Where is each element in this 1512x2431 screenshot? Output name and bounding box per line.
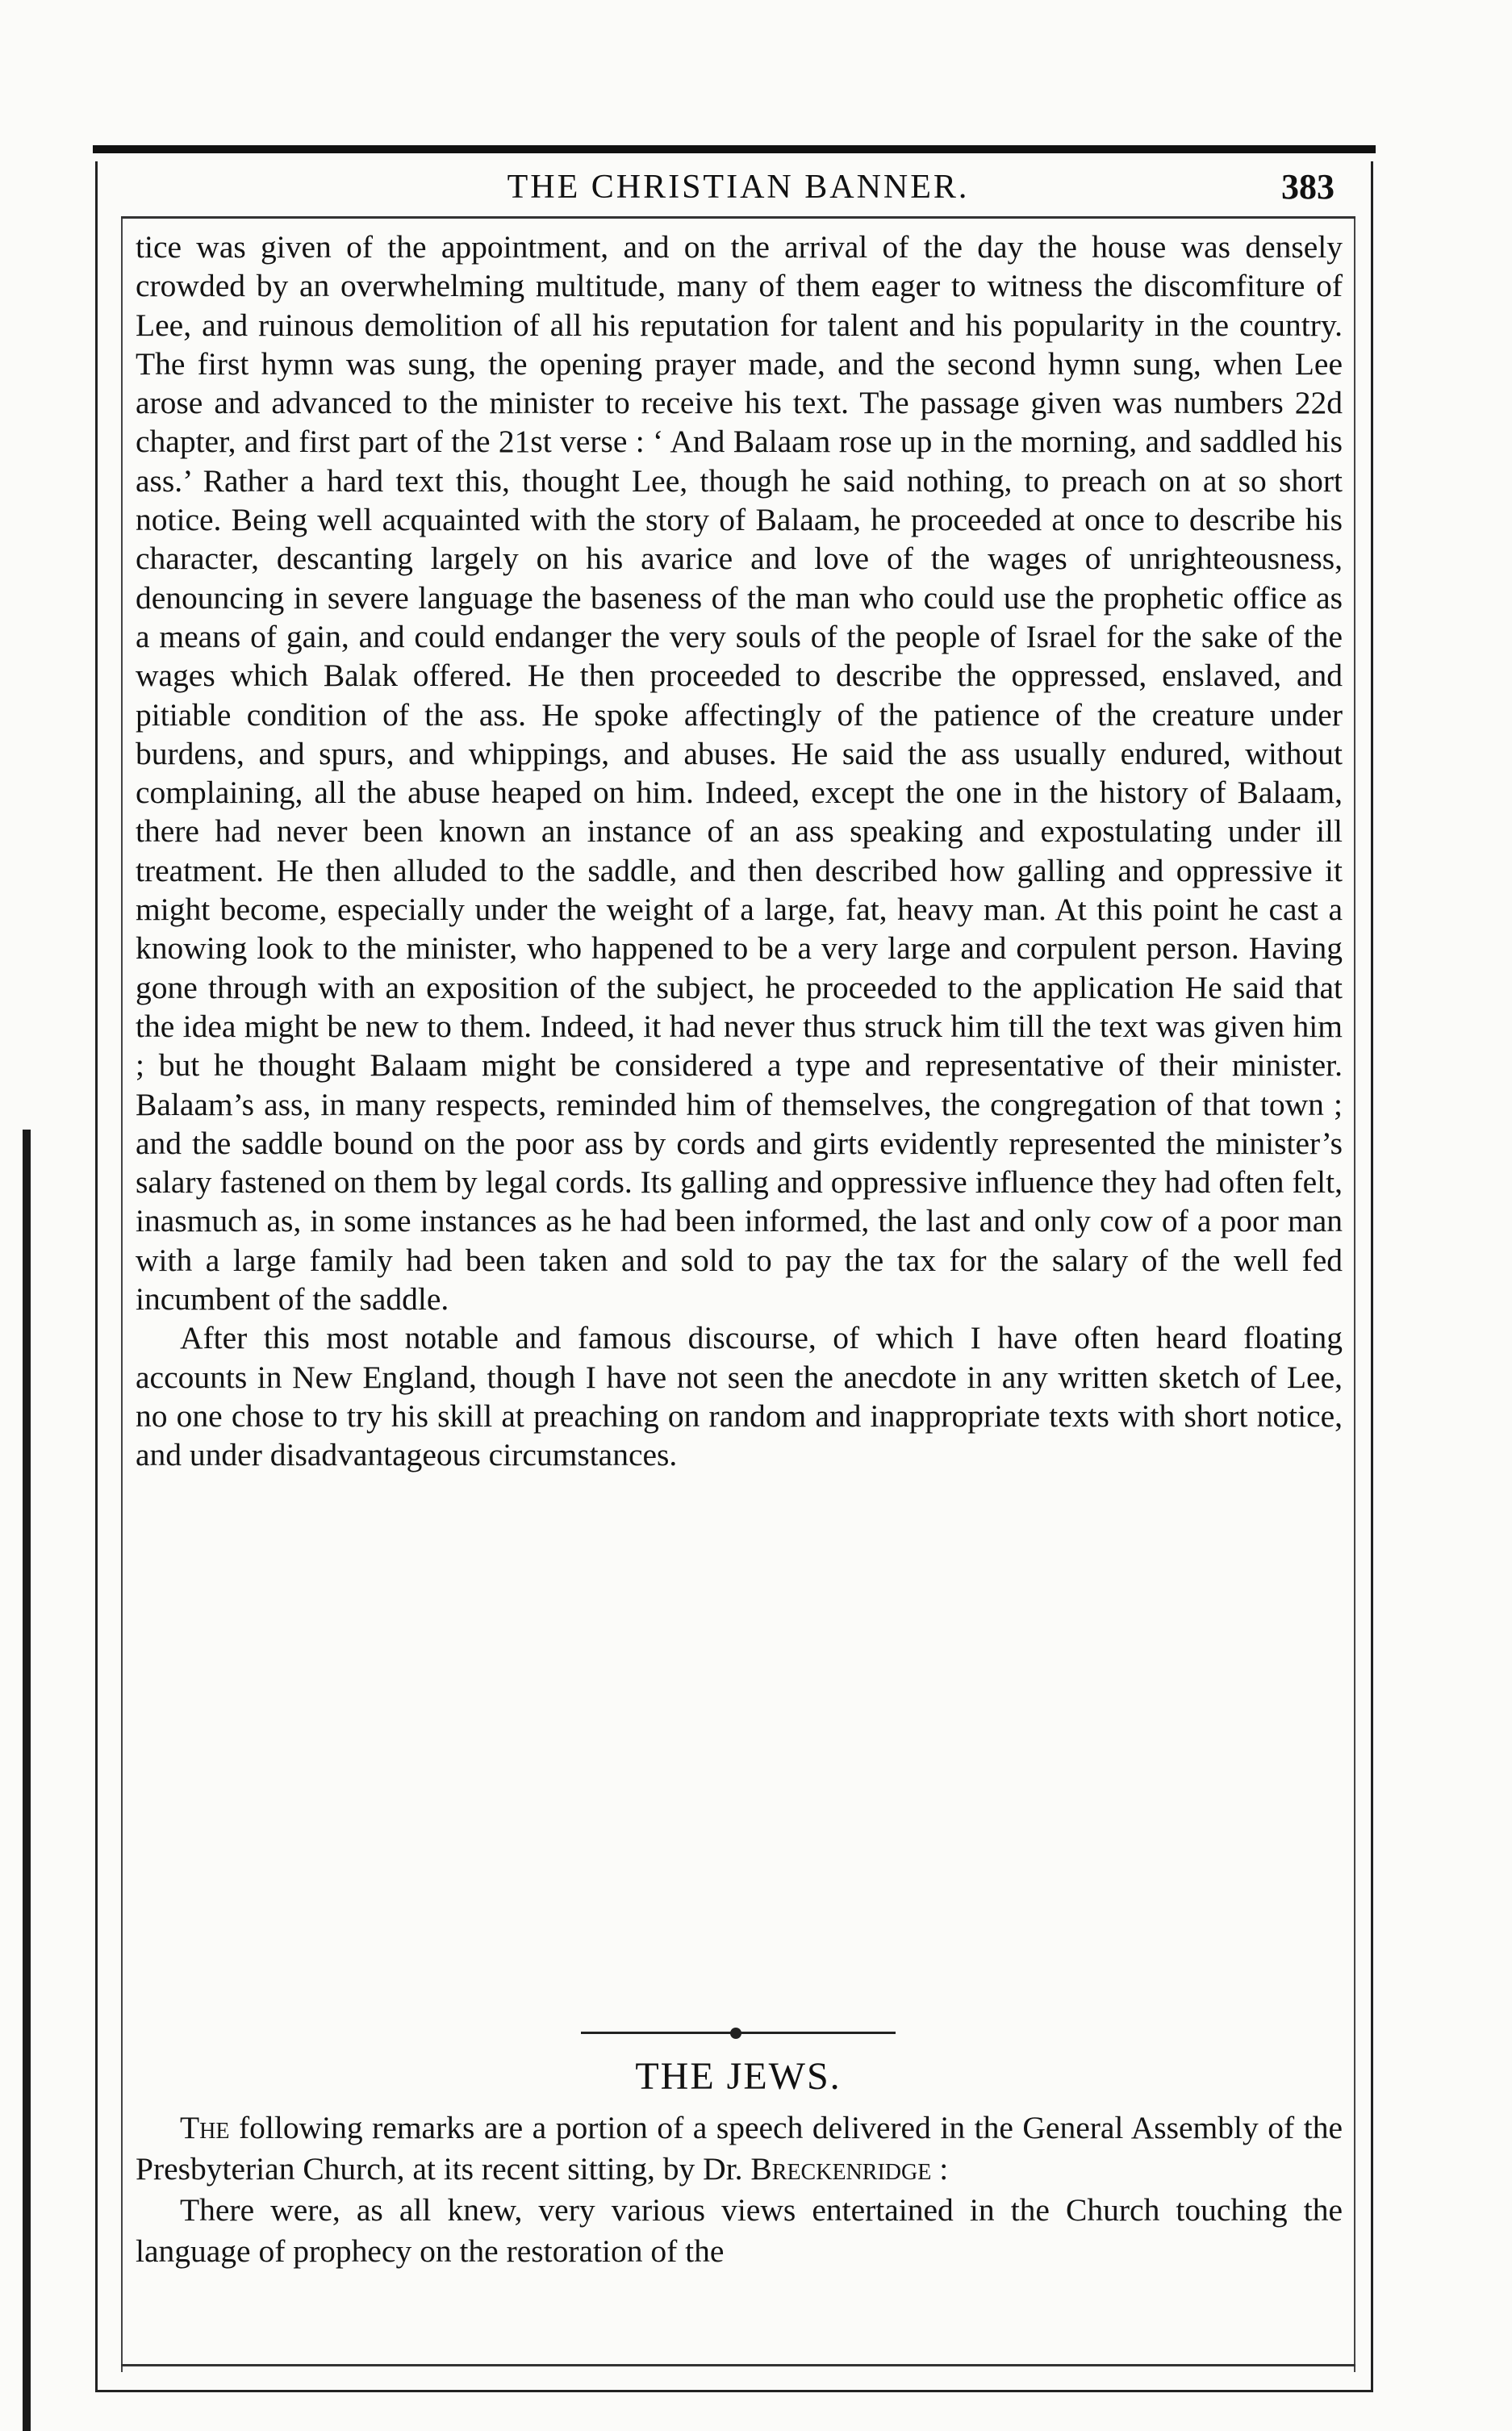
divider-ornament (730, 2028, 741, 2039)
running-header: THE CHRISTIAN BANNER. (507, 169, 970, 206)
author-name: Breckenridge (750, 2151, 932, 2187)
section-paragraph: There were, as all knew, very various views entertained in the Church touching the language of prophecy on the restoration of the (136, 2192, 1343, 2269)
page-number: 383 (1281, 167, 1334, 207)
section-title: THE JEWS. (635, 2055, 842, 2098)
author-suffix: : (931, 2151, 949, 2187)
section-body (136, 2107, 1343, 2272)
binding-edge (23, 1130, 31, 2431)
article-paragraph-1: tice was given of the appointment, and on the arrival of the day the house was densely crowded by an overwhelming multitude, many of them eager to witness the discomfiture of Lee, and ruinous demolition of all his reputation for talent and his popularity in the country. The first hymn was sung, the opening prayer made, and the second hymn sung, when Lee arose and advanced to the minister to receive his text. The passage given was numbers 22d chapter, and first part of the 21st verse : ‘ And Balaam rose up in the morning, and saddled his ass.’ Rather a hard text this, thought Lee, though he said nothing, to preach on at so short notice. Being well acquainted with the story of Balaam, he proceeded at once to describe his character, descanting largely on his avarice and love of the wages of unrighteousness, denouncing in severe language the baseness of the man who could use the prophetic office as a means of gain, and could endanger the very souls of the people of Israel for the sake of the wages which Balak offered. He then proceeded to describe the oppressed, enslaved, and pitiable condition of the ass. He spoke affectingly of the patience of the creature under burdens, and spurs, and whippings, and abuses. He said the ass usually endured, without complaining, all the abuse heaped on him. Indeed, except the one in the history of Balaam, there had never been known an instance of an ass speaking and expostulating under ill treatment. He then alluded to the saddle, and then described how galling and oppressive it might become, especially under the weight of a large, fat, heavy man. At this point he cast a knowing look to the minister, who happened to be a very large and corpulent person. Having gone through with an exposition of the subject, he proceeded to the application He said that the idea might be new to them. Indeed, it had never thus struck him till the text was given him ; but he thought Balaam might be considered a type and representative of their minister. Balaam’s ass, in many respects, reminded him of themselves, the congregation of that town ; and the saddle bound on the poor ass by cords and girts evidently represented the minister’s salary fastened on them by legal cords. Its galling and oppressive influence they had often felt, inasmuch as, in some instances as he had been informed, the last and only cow of a poor man with a large family had been taken and sold to pay the tax for the salary of the well fed incumbent of the saddle. (136, 229, 1343, 1318)
bottom-rule (121, 2364, 1355, 2366)
article-body (136, 228, 1343, 1475)
intro-lead: The (180, 2110, 230, 2145)
top-rule (93, 145, 1376, 153)
intro-text: following remarks are a portion of a speech delivered in the General Assembly of the Presbyterian Church, at its recent sitting, by Dr. (136, 2110, 1343, 2187)
header-rule (121, 216, 1355, 219)
section-intro (136, 2107, 1343, 2190)
article-paragraph-2: After this most notable and famous discourse, of which I have often heard floating accounts in New England, though I have not seen the anecdote in any written sketch of Lee, no one chose to try his skill at preaching on random and inappropriate texts with short notice, and under disadvantageous circumstances. (136, 1320, 1343, 1473)
